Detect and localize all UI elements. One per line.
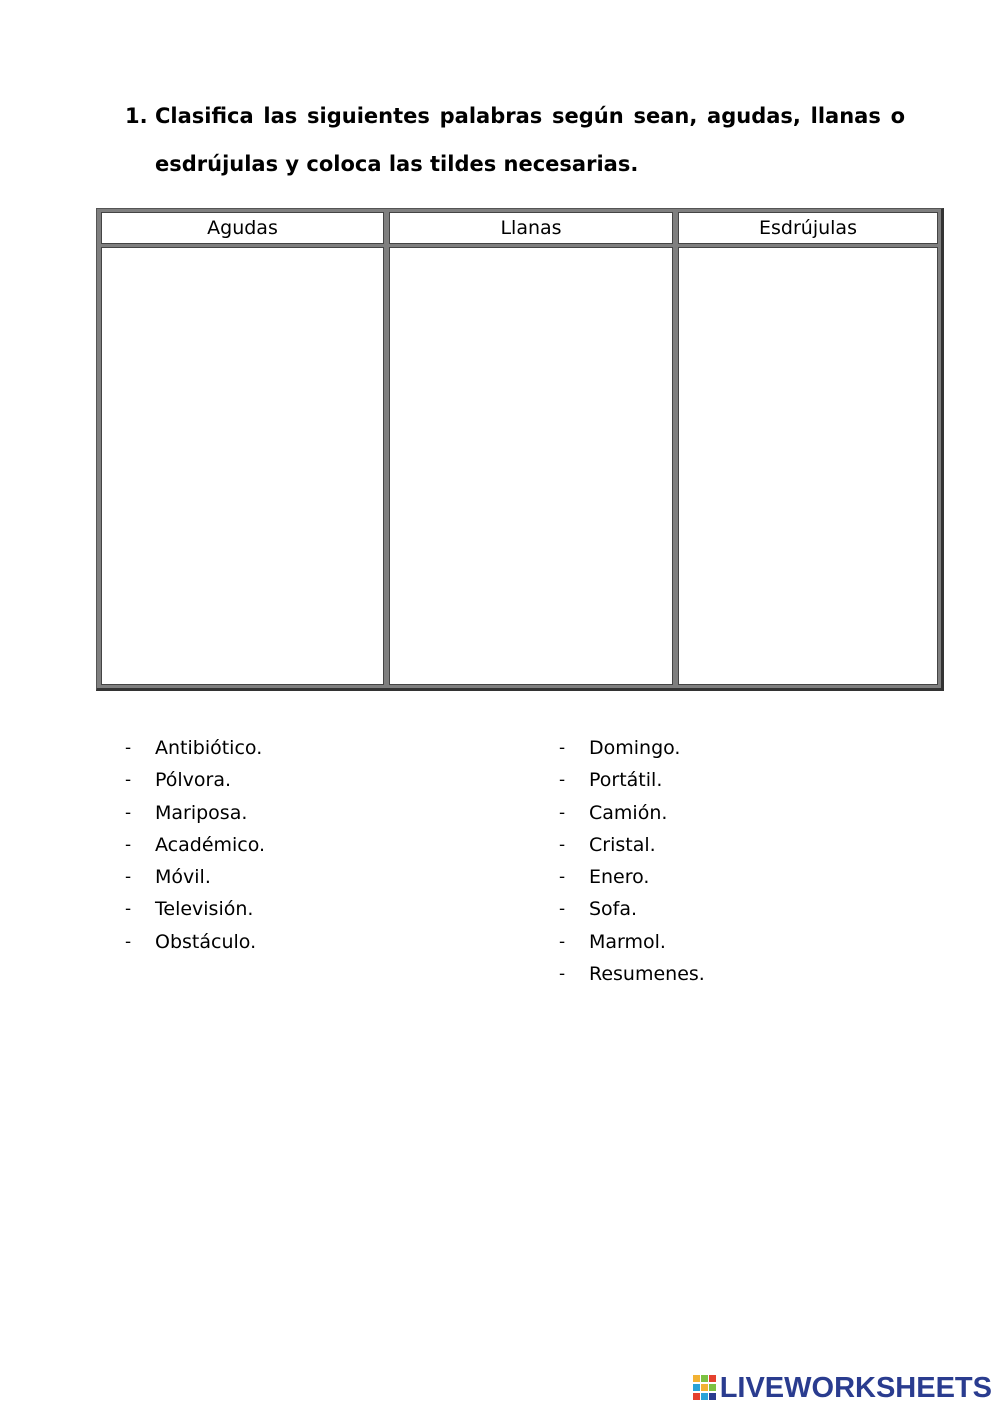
instruction-number: 1. (125, 104, 148, 128)
word: Obstáculo. (155, 930, 257, 953)
word: Portátil. (589, 769, 663, 792)
classification-table (96, 208, 944, 691)
word: Resumenes. (589, 963, 705, 986)
word: Académico. (155, 833, 266, 856)
list-marker: - (559, 964, 566, 985)
word: Mariposa. (155, 801, 248, 824)
word: Pólvora. (155, 769, 232, 792)
list-marker: - (559, 802, 566, 823)
list-marker: - (125, 899, 132, 920)
list-marker: - (559, 738, 566, 758)
list-marker: - (125, 770, 132, 791)
liveworksheets-logo (693, 1373, 992, 1403)
list-marker: - (559, 931, 566, 952)
word: Camión. (589, 801, 668, 824)
word: Enero. (589, 866, 650, 889)
list-marker: - (125, 834, 132, 855)
word: Domingo. (589, 737, 681, 759)
word: Marmol. (589, 930, 666, 953)
list-marker: - (559, 867, 566, 888)
instruction (125, 92, 905, 188)
word: Móvil. (155, 866, 211, 889)
list-marker: - (125, 931, 132, 952)
answer-column-llanas[interactable] (389, 247, 673, 685)
liveworksheets-logo-icon (693, 1375, 717, 1401)
answer-column-esdrujulas[interactable] (678, 247, 938, 685)
list-marker: - (125, 867, 132, 888)
word: Antibiótico. (155, 737, 263, 759)
answer-column-agudas[interactable] (101, 247, 384, 685)
list-marker: - (559, 899, 566, 920)
header-llanas: Llanas (389, 212, 673, 244)
list-marker: - (125, 738, 132, 758)
word: Sofa. (589, 898, 638, 921)
list-marker: - (125, 802, 132, 823)
list-marker: - (559, 770, 566, 791)
liveworksheets-logo-text: LIVEWORKSHEETS (719, 1371, 992, 1404)
list-marker: - (559, 834, 566, 855)
word: Televisión. (155, 898, 254, 921)
header-agudas: Agudas (101, 212, 384, 244)
header-esdrujulas: Esdrújulas (678, 212, 938, 244)
instruction-text: Clasifica las siguientes palabras según sean, agudas, llanas o esdrújulas y coloca las tildes necesarias. (155, 104, 905, 176)
word: Cristal. (589, 833, 656, 856)
